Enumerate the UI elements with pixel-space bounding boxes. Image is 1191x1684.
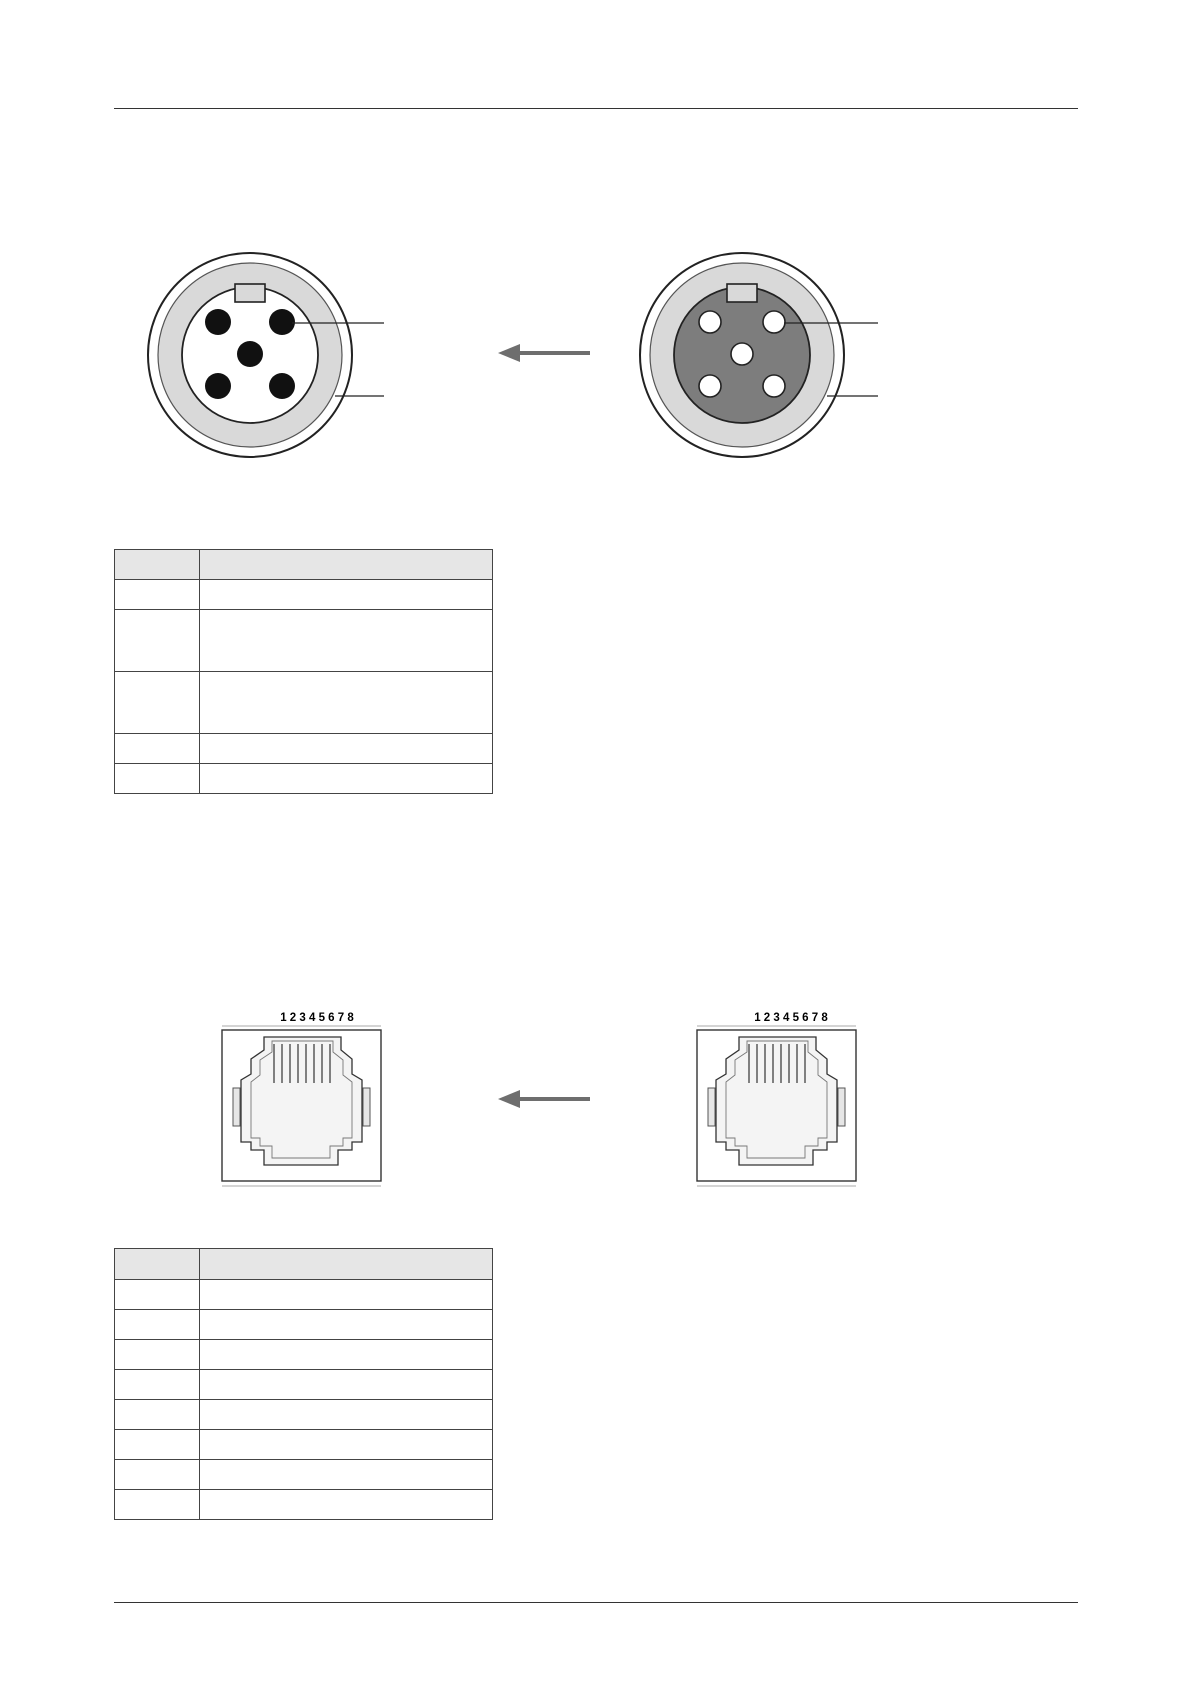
pin-cell	[115, 1460, 200, 1490]
signal-cell	[200, 672, 493, 734]
pin-table-m12	[114, 549, 493, 794]
table-row	[115, 1280, 493, 1310]
pin-cell	[115, 734, 200, 764]
signal-cell	[200, 764, 493, 794]
signal-cell	[200, 1370, 493, 1400]
signal-cell	[200, 1280, 493, 1310]
rj45-pin-numbers-left: 1 2 3 4 5 6 7 8	[280, 1012, 354, 1024]
table-row	[115, 1400, 493, 1430]
table-row	[115, 1490, 493, 1520]
socket-contact	[763, 375, 785, 397]
rj45-socket	[697, 1012, 856, 1186]
table-header-row	[115, 550, 493, 580]
pin-cell	[115, 672, 200, 734]
m12-socket	[640, 253, 878, 457]
rj45-pin-numbers-right: 1 2 3 4 5 6 7 8	[754, 1012, 828, 1024]
m12-arrow	[498, 344, 590, 362]
m12-plug	[148, 253, 384, 457]
socket-contact	[699, 375, 721, 397]
table-row	[115, 672, 493, 734]
socket-contact	[731, 343, 753, 365]
pin-cell	[115, 764, 200, 794]
signal-cell	[200, 610, 493, 672]
signal-cell	[200, 1310, 493, 1340]
signal-cell	[200, 1460, 493, 1490]
socket-contact	[763, 311, 785, 333]
signal-cell	[200, 1430, 493, 1460]
plug-pin	[205, 373, 231, 399]
table-row	[115, 1340, 493, 1370]
pin-cell	[115, 1430, 200, 1460]
socket-contact	[699, 311, 721, 333]
rj45-connector-figure	[0, 1000, 1191, 1200]
table-row	[115, 734, 493, 764]
pin-cell	[115, 610, 200, 672]
socket-key-notch	[727, 284, 757, 302]
table-row	[115, 1310, 493, 1340]
pin-table-rj45	[114, 1248, 493, 1520]
pin-cell	[115, 1310, 200, 1340]
table-header-signal	[200, 1249, 493, 1280]
table-row	[115, 1430, 493, 1460]
table-header-row	[115, 1249, 493, 1280]
pin-cell	[115, 1340, 200, 1370]
rj45-plug	[222, 1012, 381, 1186]
pin-cell	[115, 1400, 200, 1430]
plug-pin	[237, 341, 263, 367]
signal-cell	[200, 580, 493, 610]
table-row	[115, 1460, 493, 1490]
table-row	[115, 1370, 493, 1400]
plug-key-notch	[235, 284, 265, 302]
table-header-pin	[115, 550, 200, 580]
table-row	[115, 610, 493, 672]
pin-cell	[115, 1370, 200, 1400]
signal-cell	[200, 734, 493, 764]
signal-cell	[200, 1340, 493, 1370]
table-header-signal	[200, 550, 493, 580]
pin-cell	[115, 1280, 200, 1310]
table-header-pin	[115, 1249, 200, 1280]
pin-cell	[115, 580, 200, 610]
plug-pin	[269, 309, 295, 335]
table-row	[115, 764, 493, 794]
pin-cell	[115, 1490, 200, 1520]
signal-cell	[200, 1400, 493, 1430]
m12-connector-figure	[0, 230, 1191, 470]
table-row	[115, 580, 493, 610]
plug-pin	[205, 309, 231, 335]
header-rule	[114, 108, 1078, 109]
rj45-arrow	[498, 1090, 590, 1108]
footer-rule	[114, 1602, 1078, 1603]
signal-cell	[200, 1490, 493, 1520]
plug-pin	[269, 373, 295, 399]
